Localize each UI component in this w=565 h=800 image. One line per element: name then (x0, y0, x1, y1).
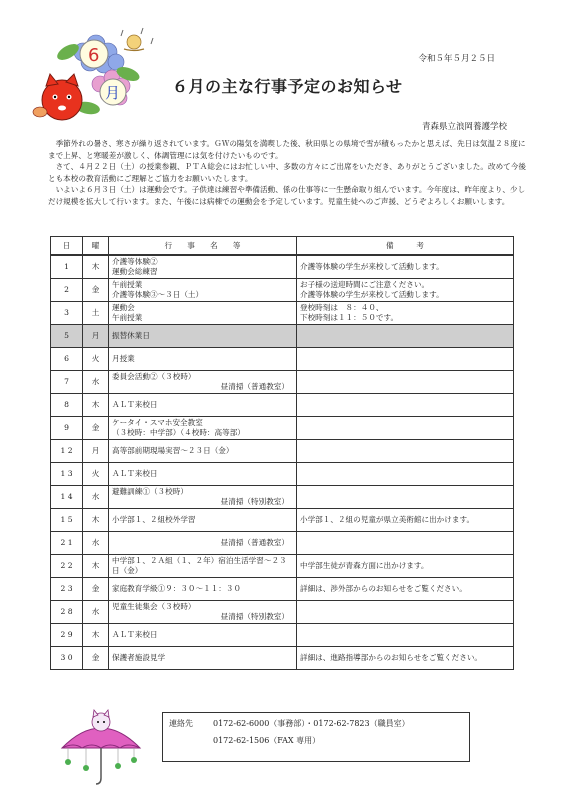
row-weekday: 水 (83, 601, 109, 624)
row-events (109, 532, 297, 555)
event-line: 保護者施設見学 (112, 653, 166, 662)
snail-icon (124, 35, 144, 51)
row-weekday: 水 (83, 532, 109, 555)
table-row (51, 371, 514, 394)
row-note (297, 302, 514, 325)
row-day: 2 1 (51, 532, 83, 555)
event-line: 家庭教育学級①９：３０～１１：３０ (112, 584, 242, 593)
table-row (51, 463, 514, 486)
row-events (109, 325, 297, 348)
row-events (109, 417, 297, 440)
event-cleaning-line: 昼清掃（特別教室） (220, 612, 289, 621)
event-line: 中学部１、２Ａ組（１、２年）宿泊生活学習～２３日（金） (112, 556, 287, 575)
header-events: 行 事 名 等 (109, 237, 297, 256)
event-line: ＡＬＴ来校日 (112, 469, 158, 478)
row-day: 1 3 (51, 463, 83, 486)
row-day: 1 (51, 255, 83, 279)
row-day: 2 2 (51, 555, 83, 578)
table-row (51, 647, 514, 670)
table-row (51, 578, 514, 601)
event-cleaning-line: 昼清掃（普通教室） (220, 382, 289, 391)
row-weekday: 火 (83, 463, 109, 486)
table-row (51, 348, 514, 371)
umbrella-cat-illustration (56, 708, 146, 790)
badge-number: 6 (88, 45, 100, 66)
row-events (109, 440, 297, 463)
intro-paragraph-3: いよいよ６月３日（土）は運動会です。子供達は練習や準備活動、係の仕事等に一生懸命取り組んでいます。今年度は、昨年度より、少しだけ規模を拡大して行います。また、午後には病棟での運動会を予定しています。児童生徒へのご声援、どうぞよろしくお願いします。 (48, 185, 526, 206)
row-note (297, 647, 514, 670)
header-notes: 備 考 (297, 237, 514, 256)
event-line: 振替休業日 (112, 331, 150, 340)
table-row (51, 302, 514, 325)
row-events (109, 647, 297, 670)
row-day: 2 8 (51, 601, 83, 624)
row-weekday: 木 (83, 555, 109, 578)
table-row (51, 440, 514, 463)
note-line: 詳細は、渉外部からのお知らせをご覧ください。 (300, 584, 467, 593)
row-day: 2 9 (51, 624, 83, 647)
row-note (297, 279, 514, 302)
row-weekday: 金 (83, 417, 109, 440)
intro-text (48, 138, 530, 207)
row-note (297, 394, 514, 417)
intro-paragraph-2: さて、４月２２日（土）の授業参観、ＰＴＡ総会にはお忙しい中、多数の方々にご出席をいただき、ありがとうございました。改めて今後とも本校の教育活動にご理解とご協力をお願いいたします。 (48, 162, 526, 183)
table-row (51, 532, 514, 555)
event-line: 介護等体験② (112, 257, 158, 266)
row-events (109, 255, 297, 279)
row-day: 5 (51, 325, 83, 348)
event-line: （３校時：中学部）（４校時：高等部） (112, 428, 245, 437)
row-day: 2 3 (51, 578, 83, 601)
event-cleaning-line: 昼清掃（普通教室） (220, 538, 289, 547)
row-weekday: 金 (83, 279, 109, 302)
table-row (51, 325, 514, 348)
event-line: 高等部前期現場実習～２３日（金） (112, 446, 234, 455)
row-events (109, 555, 297, 578)
event-cleaning-line: 昼清掃（特別教室） (220, 497, 289, 506)
event-line: 児童生徒集会（３校時） (112, 602, 196, 611)
table-header-row (51, 237, 514, 256)
note-line: 下校時刻は１１：５０です。 (300, 313, 399, 322)
row-day: 1 5 (51, 509, 83, 532)
event-line: 委員会活動②（３校時） (112, 372, 196, 381)
contact-phone-line-2: 0172-62-1506（FAX 専用） (213, 736, 321, 745)
note-line: お子様の送迎時間にご注意ください。 (300, 280, 430, 289)
row-note (297, 486, 514, 509)
row-weekday: 土 (83, 302, 109, 325)
row-day: 3 (51, 302, 83, 325)
note-line: 詳細は、進路指導部からのお知らせをご覧ください。 (300, 653, 483, 662)
note-line: 介護等体験の学生が来校して活動します。 (300, 262, 444, 271)
row-weekday: 金 (83, 578, 109, 601)
row-note (297, 509, 514, 532)
table-row (51, 509, 514, 532)
row-note (297, 440, 514, 463)
row-weekday: 木 (83, 394, 109, 417)
row-day: 3 0 (51, 647, 83, 670)
table-row (51, 417, 514, 440)
table-row (51, 486, 514, 509)
row-events (109, 371, 297, 394)
event-line: 運動会総練習 (112, 267, 158, 276)
row-weekday: 木 (83, 509, 109, 532)
event-line: 小学部１、２組校外学習 (112, 515, 196, 524)
note-line: 中学部生徒が青森方面に出かけます。 (300, 561, 429, 570)
row-note (297, 463, 514, 486)
issue-date: 令和５年５月２５日 (418, 54, 495, 64)
row-weekday: 月 (83, 440, 109, 463)
event-line: ＡＬＴ来校日 (112, 400, 158, 409)
row-note (297, 624, 514, 647)
row-note (297, 325, 514, 348)
row-weekday: 月 (83, 325, 109, 348)
intro-paragraph-1: 季節外れの暑さ、寒さが繰り返されています。ＧＷの陽気を満喫した後、秋田県との県境で雪が積もったかと思えば、先日は気温２８度にまで上昇、と寒暖差が激しく、体調管理には気を付けたいものです。 (48, 139, 526, 160)
table-row (51, 279, 514, 302)
row-note (297, 555, 514, 578)
row-day: 9 (51, 417, 83, 440)
row-note (297, 532, 514, 555)
row-weekday: 火 (83, 348, 109, 371)
row-weekday: 水 (83, 486, 109, 509)
school-name: 青森県立浪岡養護学校 (421, 122, 507, 132)
row-note (297, 255, 514, 279)
row-day: 8 (51, 394, 83, 417)
header-weekday: 曜 (83, 237, 109, 256)
event-line: 介護等体験③～３日（土） (112, 290, 204, 299)
page-title: ６月の主な行事予定のお知らせ (172, 77, 403, 96)
table-row (51, 555, 514, 578)
event-line: 月授業 (112, 354, 135, 363)
row-weekday: 木 (83, 255, 109, 279)
row-weekday: 木 (83, 624, 109, 647)
row-events (109, 486, 297, 509)
row-note (297, 578, 514, 601)
table-row (51, 624, 514, 647)
contact-label: 連絡先 (169, 719, 193, 728)
note-line: 介護等体験の学生が来校して活動します。 (300, 290, 444, 299)
row-note (297, 417, 514, 440)
contact-box (162, 712, 470, 762)
row-day: 2 (51, 279, 83, 302)
event-line: ケータイ・スマホ安全教室 (112, 418, 203, 427)
header-day: 日 (51, 237, 83, 256)
row-note (297, 601, 514, 624)
table-row (51, 394, 514, 417)
row-note (297, 348, 514, 371)
schedule-table (50, 236, 514, 670)
row-events (109, 279, 297, 302)
event-line: 運動会 (112, 303, 135, 312)
event-line: 午前授業 (112, 313, 143, 322)
row-events (109, 509, 297, 532)
row-weekday: 水 (83, 371, 109, 394)
row-events (109, 394, 297, 417)
row-events (109, 302, 297, 325)
row-day: 7 (51, 371, 83, 394)
row-events (109, 601, 297, 624)
row-events (109, 463, 297, 486)
table-row (51, 255, 514, 279)
red-cat-mascot-icon (33, 74, 82, 120)
row-events (109, 624, 297, 647)
row-weekday: 金 (83, 647, 109, 670)
row-day: 6 (51, 348, 83, 371)
row-day: 1 4 (51, 486, 83, 509)
note-line: 登校時刻は ８：４０、 (300, 303, 384, 312)
row-events (109, 348, 297, 371)
contact-phone-line-1: 0172-62-6000（事務部）・0172-62-7823（職員室） (213, 719, 410, 728)
table-row (51, 601, 514, 624)
row-events (109, 578, 297, 601)
event-line: 避難訓練①（３校時） (112, 487, 188, 496)
row-note (297, 371, 514, 394)
event-line: ＡＬＴ来校日 (112, 630, 158, 639)
badge-month: 月 (105, 84, 121, 102)
event-line: 午前授業 (112, 280, 143, 289)
hydrangea-badge-illustration (28, 22, 168, 134)
note-line: 小学部１、２組の児童が県立美術館に出かけます。 (300, 515, 475, 524)
row-day: 1 2 (51, 440, 83, 463)
